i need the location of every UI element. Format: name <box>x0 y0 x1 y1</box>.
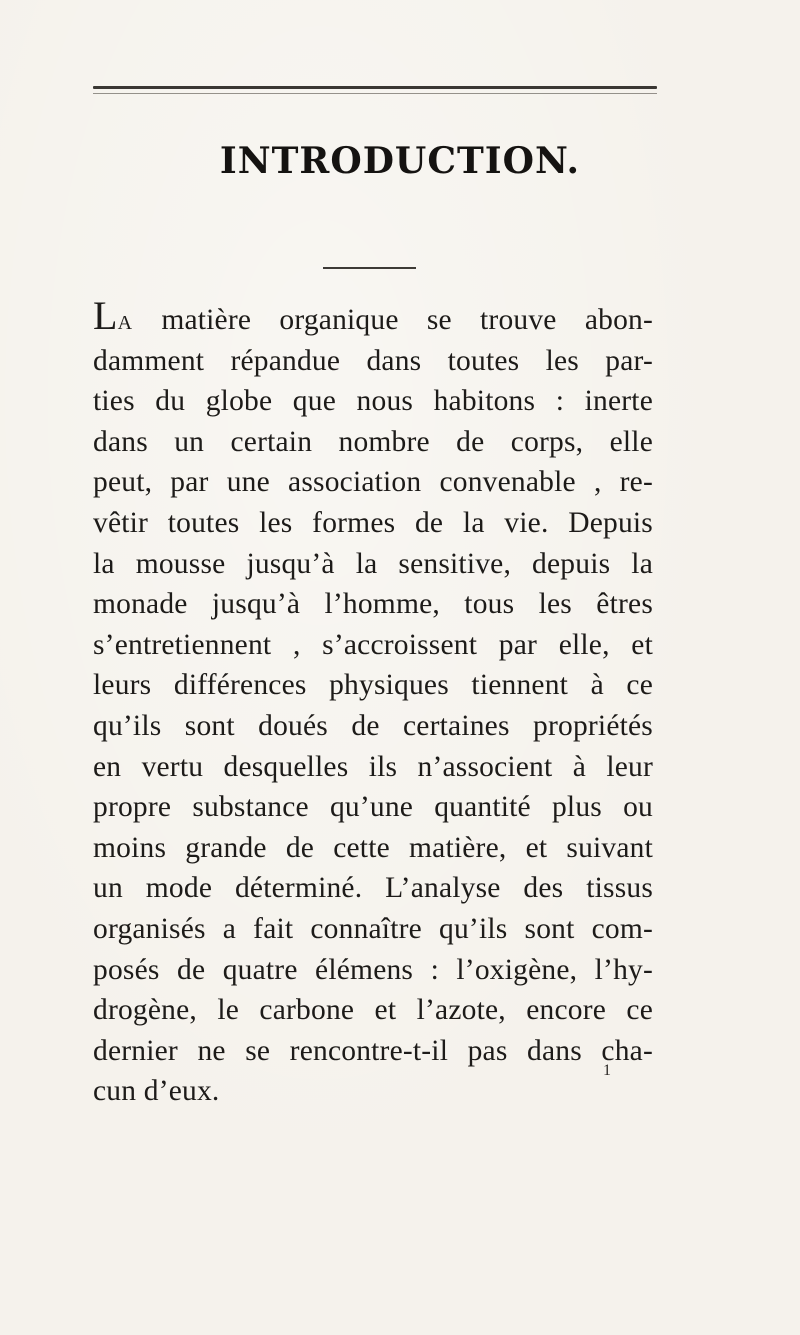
heading-rule <box>323 267 416 269</box>
text-line-12: en vertu desquelles ils n’associent à leur <box>93 750 653 783</box>
text-line-10: leurs différences physiques tiennent à ce <box>93 669 653 702</box>
top-rule <box>93 86 657 89</box>
text-line-6: vêtir toutes les formes de la vie. Depuis <box>93 506 653 539</box>
drop-cap-smallcaps: A <box>117 312 134 334</box>
text-line-19: dernier ne se rencontre-t-il pas dans cha- <box>93 1034 653 1067</box>
top-rule-thin <box>93 93 657 94</box>
text-line-5: peut, par une association convenable , re- <box>93 466 653 499</box>
text-line-20: cun d’eux. <box>93 1075 220 1108</box>
text-line-3: ties du globe que nous habitons : inerte <box>93 385 653 418</box>
text-line-17: posés de quatre élémens : l’oxigène, l’hy- <box>93 953 653 986</box>
text-line-14: moins grande de cette matière, et suivant <box>93 831 653 864</box>
text-line-13: propre substance qu’une quantité plus ou <box>93 791 653 824</box>
text-line-16: organisés a fait connaître qu’ils sont com- <box>93 912 653 945</box>
text-line-15: un mode déterminé. L’analyse des tissus <box>93 872 653 905</box>
text-line-9: s’entretiennent , s’accroissent par elle, et <box>93 628 653 661</box>
chapter-heading: INTRODUCTION. <box>219 140 581 182</box>
text-line-8: monade jusqu’à l’homme, tous les êtres <box>93 588 653 621</box>
text-line-11: qu’ils sont doués de certaines propriétés <box>93 709 653 742</box>
body-paragraph <box>93 293 653 1112</box>
text-line-2: damment répandue dans toutes les par- <box>93 344 653 377</box>
text-line-18: drogène, le carbone et l’azote, encore ce <box>93 994 653 1027</box>
text-line-1-rest: matière organique se trouve abon- <box>133 304 653 336</box>
signature-mark: 1 <box>603 1062 611 1079</box>
drop-cap: L <box>93 293 118 338</box>
text-line-7: la mousse jusqu’à la sensitive, depuis la <box>93 547 653 580</box>
text-line-1 <box>93 293 653 341</box>
text-line-4: dans un certain nombre de corps, elle <box>93 425 653 458</box>
